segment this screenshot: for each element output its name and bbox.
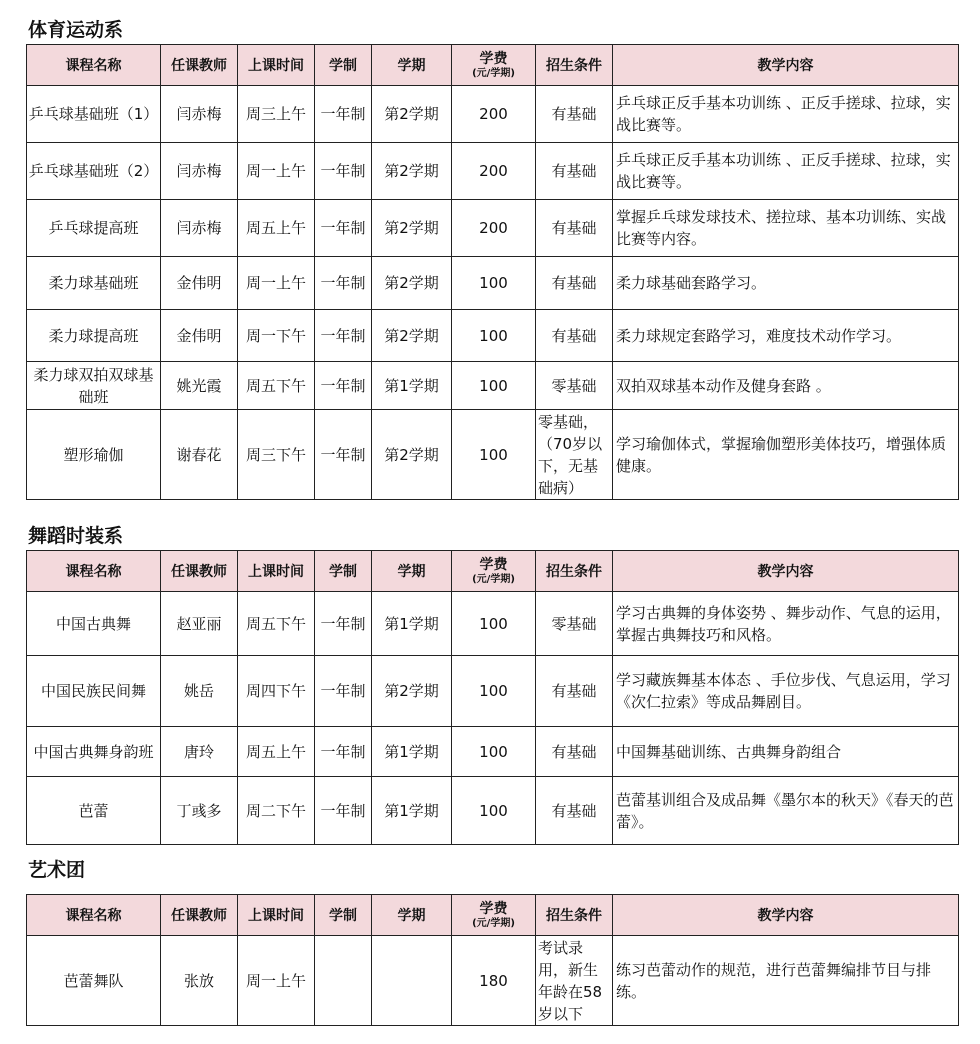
condition: 有基础 <box>536 257 613 310</box>
header-fee-unit: (元/学期) <box>472 918 515 929</box>
content: 中国舞基础训练、古典舞身韵组合 <box>613 727 959 777</box>
course-name: 乒乓球提高班 <box>27 200 161 257</box>
condition: 零基础 <box>536 362 613 410</box>
section-title: 体育运动系 <box>28 19 124 41</box>
header-condition: 招生条件 <box>536 551 613 592</box>
fee: 100 <box>452 777 536 845</box>
system: 一年制 <box>315 727 372 777</box>
header-fee <box>452 45 536 86</box>
system: 一年制 <box>315 362 372 410</box>
header-content: 教学内容 <box>613 45 959 86</box>
class-time: 周三下午 <box>238 410 315 500</box>
course-name: 柔力球双拍双球基础班 <box>27 362 161 410</box>
section-dance <box>26 524 958 845</box>
course-name: 中国民族民间舞 <box>27 656 161 727</box>
table-row <box>27 257 959 310</box>
header-time: 上课时间 <box>238 895 315 936</box>
table-row <box>27 200 959 257</box>
course-name: 柔力球提高班 <box>27 310 161 362</box>
header-row <box>27 895 959 936</box>
teacher: 谢春花 <box>161 410 238 500</box>
header-row <box>27 551 959 592</box>
condition: 零基础 <box>536 592 613 656</box>
condition: 有基础 <box>536 777 613 845</box>
course-name: 中国古典舞身韵班 <box>27 727 161 777</box>
table-row <box>27 86 959 143</box>
class-time: 周五上午 <box>238 200 315 257</box>
course-name: 芭蕾舞队 <box>27 936 161 1026</box>
class-time: 周一下午 <box>238 310 315 362</box>
fee: 100 <box>452 727 536 777</box>
fee: 100 <box>452 362 536 410</box>
table-row <box>27 310 959 362</box>
teacher: 张放 <box>161 936 238 1026</box>
class-time: 周一上午 <box>238 936 315 1026</box>
system: 一年制 <box>315 777 372 845</box>
content: 芭蕾基训组合及成品舞《墨尔本的秋天》《春天的芭蕾》。 <box>613 777 959 845</box>
system: 一年制 <box>315 86 372 143</box>
header-fee-label: 学费 <box>479 901 508 917</box>
header-time: 上课时间 <box>238 45 315 86</box>
table-row <box>27 727 959 777</box>
header-fee-label: 学费 <box>479 557 508 573</box>
content: 学习瑜伽体式，掌握瑜伽塑形美体技巧，增强体质健康。 <box>613 410 959 500</box>
header-term: 学期 <box>372 895 452 936</box>
table-row <box>27 592 959 656</box>
fee: 200 <box>452 143 536 200</box>
teacher: 闫赤梅 <box>161 200 238 257</box>
header-content: 教学内容 <box>613 895 959 936</box>
condition: 有基础 <box>536 143 613 200</box>
header-course-name: 课程名称 <box>27 551 161 592</box>
header-fee-unit: (元/学期) <box>472 68 515 79</box>
content: 双拍双球基本动作及健身套路 。 <box>613 362 959 410</box>
fee: 200 <box>452 86 536 143</box>
class-time: 周一上午 <box>238 143 315 200</box>
teacher: 姚岳 <box>161 656 238 727</box>
system: 一年制 <box>315 410 372 500</box>
content: 乒乓球正反手基本功训练 、正反手搓球、拉球，实战比赛等。 <box>613 86 959 143</box>
header-fee-unit: (元/学期) <box>472 574 515 585</box>
term <box>372 936 452 1026</box>
teacher: 金伟明 <box>161 310 238 362</box>
header-fee <box>452 551 536 592</box>
fee: 100 <box>452 592 536 656</box>
course-name: 中国古典舞 <box>27 592 161 656</box>
table-row <box>27 936 959 1026</box>
header-content: 教学内容 <box>613 551 959 592</box>
content: 学习藏族舞基本体态 、手位步伐、气息运用，学习《次仁拉索》等成品舞剧目。 <box>613 656 959 727</box>
header-teacher: 任课教师 <box>161 551 238 592</box>
condition: 零基础，（70岁以下，无基础病） <box>536 410 613 500</box>
term: 第2学期 <box>372 86 452 143</box>
term: 第1学期 <box>372 592 452 656</box>
header-course-name: 课程名称 <box>27 45 161 86</box>
term: 第2学期 <box>372 257 452 310</box>
system: 一年制 <box>315 200 372 257</box>
course-table <box>26 44 959 500</box>
teacher: 闫赤梅 <box>161 86 238 143</box>
fee: 100 <box>452 410 536 500</box>
content: 学习古典舞的身体姿势 、舞步动作、气息的运用，掌握古典舞技巧和风格。 <box>613 592 959 656</box>
header-course-name: 课程名称 <box>27 895 161 936</box>
fee: 100 <box>452 310 536 362</box>
content: 练习芭蕾动作的规范，进行芭蕾舞编排节目与排练。 <box>613 936 959 1026</box>
table-row <box>27 362 959 410</box>
table-row <box>27 777 959 845</box>
header-fee-label: 学费 <box>479 51 508 67</box>
content: 柔力球规定套路学习，难度技术动作学习。 <box>613 310 959 362</box>
system: 一年制 <box>315 143 372 200</box>
term: 第2学期 <box>372 200 452 257</box>
header-fee <box>452 895 536 936</box>
header-teacher: 任课教师 <box>161 45 238 86</box>
table-row <box>27 143 959 200</box>
term: 第1学期 <box>372 777 452 845</box>
content: 乒乓球正反手基本功训练 、正反手搓球、拉球，实战比赛等。 <box>613 143 959 200</box>
system: 一年制 <box>315 257 372 310</box>
teacher: 唐玲 <box>161 727 238 777</box>
condition: 考试录用，新生年龄在58岁以下 <box>536 936 613 1026</box>
condition: 有基础 <box>536 727 613 777</box>
header-system: 学制 <box>315 895 372 936</box>
header-system: 学制 <box>315 551 372 592</box>
header-term: 学期 <box>372 551 452 592</box>
course-name: 柔力球基础班 <box>27 257 161 310</box>
system: 一年制 <box>315 592 372 656</box>
term: 第1学期 <box>372 362 452 410</box>
header-row <box>27 45 959 86</box>
section-sports <box>26 18 958 500</box>
class-time: 周五下午 <box>238 362 315 410</box>
condition: 有基础 <box>536 86 613 143</box>
condition: 有基础 <box>536 656 613 727</box>
section-title: 艺术团 <box>28 859 86 881</box>
course-name: 乒乓球基础班（1） <box>27 86 161 143</box>
class-time: 周三上午 <box>238 86 315 143</box>
teacher: 姚光霞 <box>161 362 238 410</box>
class-time: 周一上午 <box>238 257 315 310</box>
system: 一年制 <box>315 656 372 727</box>
section-art-troupe <box>26 858 958 1026</box>
class-time: 周四下午 <box>238 656 315 727</box>
teacher: 闫赤梅 <box>161 143 238 200</box>
course-name: 芭蕾 <box>27 777 161 845</box>
header-condition: 招生条件 <box>536 895 613 936</box>
term: 第2学期 <box>372 410 452 500</box>
header-teacher: 任课教师 <box>161 895 238 936</box>
class-time: 周五下午 <box>238 592 315 656</box>
header-term: 学期 <box>372 45 452 86</box>
class-time: 周二下午 <box>238 777 315 845</box>
teacher: 丁彧多 <box>161 777 238 845</box>
course-name: 塑形瑜伽 <box>27 410 161 500</box>
fee: 180 <box>452 936 536 1026</box>
fee: 100 <box>452 656 536 727</box>
header-time: 上课时间 <box>238 551 315 592</box>
teacher: 金伟明 <box>161 257 238 310</box>
term: 第1学期 <box>372 727 452 777</box>
term: 第2学期 <box>372 143 452 200</box>
system <box>315 936 372 1026</box>
course-table <box>26 550 959 845</box>
course-table <box>26 894 959 1026</box>
course-name: 乒乓球基础班（2） <box>27 143 161 200</box>
content: 掌握乒乓球发球技术、搓拉球、基本功训练、实战比赛等内容。 <box>613 200 959 257</box>
condition: 有基础 <box>536 200 613 257</box>
condition: 有基础 <box>536 310 613 362</box>
table-row <box>27 656 959 727</box>
class-time: 周五上午 <box>238 727 315 777</box>
teacher: 赵亚丽 <box>161 592 238 656</box>
header-system: 学制 <box>315 45 372 86</box>
section-title: 舞蹈时装系 <box>28 525 124 547</box>
system: 一年制 <box>315 310 372 362</box>
fee: 200 <box>452 200 536 257</box>
header-condition: 招生条件 <box>536 45 613 86</box>
fee: 100 <box>452 257 536 310</box>
content: 柔力球基础套路学习。 <box>613 257 959 310</box>
term: 第2学期 <box>372 310 452 362</box>
table-row <box>27 410 959 500</box>
term: 第2学期 <box>372 656 452 727</box>
